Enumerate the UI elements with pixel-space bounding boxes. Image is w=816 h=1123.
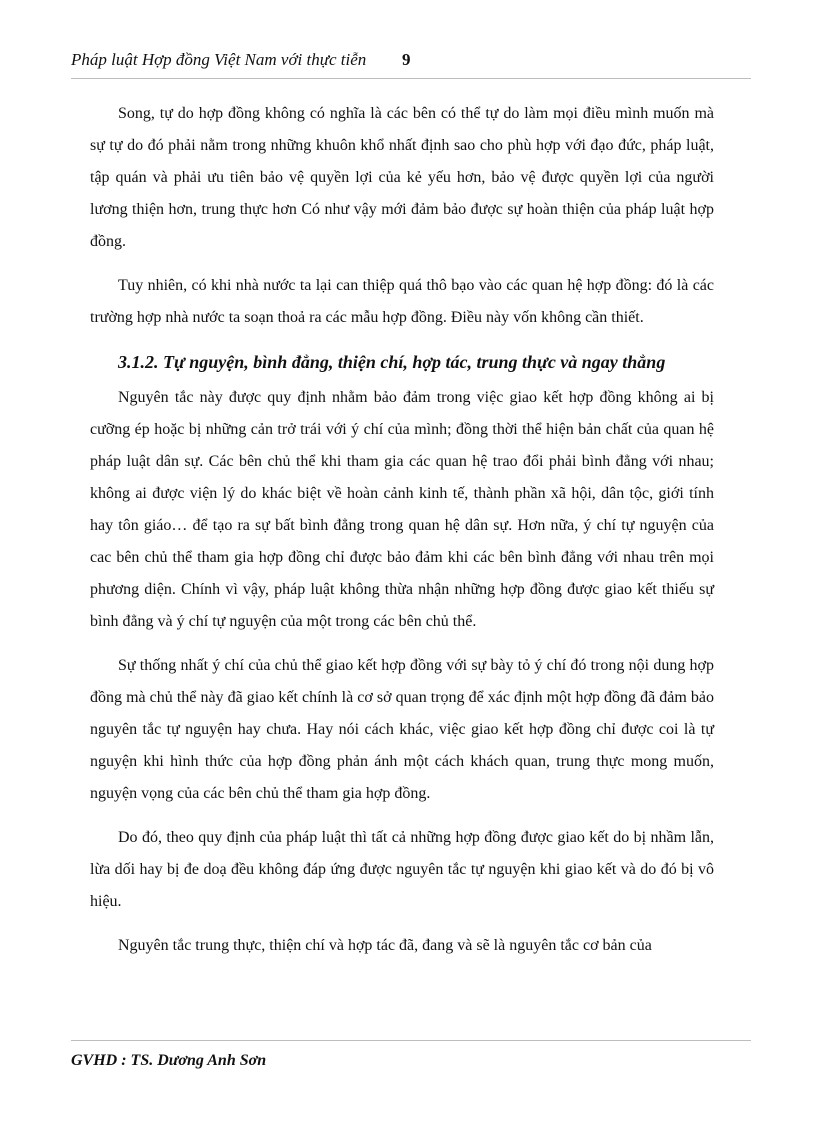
body-paragraph: Tuy nhiên, có khi nhà nước ta lại can thiệp quá thô bạo vào các quan hệ hợp đồng: đó là các trường hợp nhà nước ta soạn thoả ra các mẫu hợp đồng. Điều này vốn không cần thiết. (90, 277, 714, 326)
header-title: Pháp luật Hợp đồng Việt Nam với thực tiễn (71, 50, 367, 69)
page-number: 9 (402, 50, 411, 69)
body-paragraph: Song, tự do hợp đồng không có nghĩa là các bên có thể tự do làm mọi điều mình muốn mà sự tự do đó phải nằm trong những khuôn khổ nhất định sao cho phù hợp với đạo đức, pháp luật, tập quán và phải ưu tiên bảo vệ quyền lợi của kẻ yếu hơn, bảo vệ được quyền lợi của người lương thiện hơn, trung thực hơn Có như vậy mới đảm bảo được sự hoàn thiện của pháp luật hợp đồng. (90, 105, 714, 250)
footer-supervisor: GVHD : TS. Dương Anh Sơn (71, 1052, 267, 1069)
body-paragraph: Nguyên tắc này được quy định nhằm bảo đảm trong việc giao kết hợp đồng không ai bị cưỡng ép hoặc bị những cản trở trái với ý chí của mình; đồng thời thể hiện bản chất của quan hệ pháp luật dân sự. Các bên chủ thể khi tham gia các quan hệ trao đổi phải bình đẳng với nhau; không ai được viện lý do khác biệt về hoàn cảnh kinh tế, thành phần xã hội, dân tộc, giới tính hay tôn giáo… để tạo ra sự bất bình đẳng trong quan hệ dân sự. Hơn nữa, ý chí tự nguyện của cac bên chủ thể tham gia hợp đồng chỉ được bảo đảm khi các bên bình đẳng với nhau trên mọi phương diện. Chính vì vậy, pháp luật không thừa nhận những hợp đồng được giao kết thiếu sự bình đẳng và ý chí tự nguyện của một trong các bên chủ thể. (90, 389, 714, 630)
footer-divider (71, 1040, 751, 1041)
page-body (90, 98, 714, 974)
section-heading: 3.1.2. Tự nguyện, bình đẳng, thiện chí, hợp tác, trung thực và ngay thẳng (118, 352, 666, 372)
body-paragraph: Nguyên tắc trung thực, thiện chí và hợp tác đã, đang và sẽ là nguyên tắc cơ bản của (118, 937, 652, 954)
body-paragraph: Sự thống nhất ý chí của chủ thể giao kết hợp đồng với sự bày tỏ ý chí đó trong nội dung hợp đồng mà chủ thể này đã giao kết chính là cơ sở quan trọng để xác định một hợp đồng đã đảm bảo nguyên tắc tự nguyện hay chưa. Hay nói cách khác, việc giao kết hợp đồng chỉ được coi là tự nguyện khi hình thức của hợp đồng phản ánh một cách khách quan, trung thực mong muốn, nguyện vọng của các bên chủ thể tham gia hợp đồng. (90, 657, 714, 802)
header-divider (71, 78, 751, 79)
body-paragraph: Do đó, theo quy định của pháp luật thì tất cả những hợp đồng được giao kết do bị nhầm lẫn, lừa dối hay bị đe doạ đều không đáp ứng được nguyên tắc tự nguyện khi giao kết và do đó bị vô hiệu. (90, 829, 714, 910)
page-header (71, 50, 751, 76)
